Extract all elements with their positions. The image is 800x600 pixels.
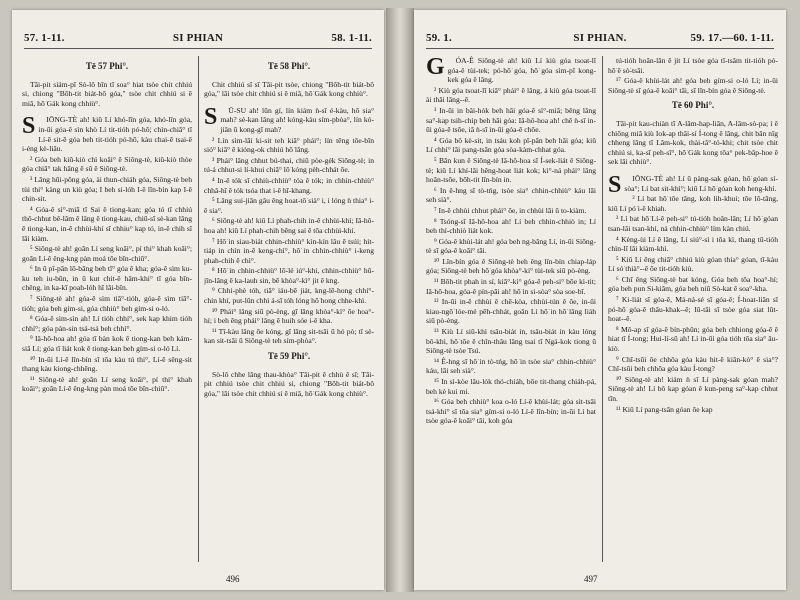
header-book-title: SI PHIAN. — [573, 32, 627, 44]
verse: ³ In-ūi in bâi-hók beh hāi góa-ê sì°-miā; bêng lâng sa°-kap tsih-chip beh hāi góa: Iâ-hô-hoa ah! chē ǹ-sī in-ūi góa-ê tsōe, iā ǹ-sī in-ūi góa-ê chōe. — [426, 105, 596, 135]
verse: ⁵ Siōng-tè ah! goān Lí seng koāi°, pí thi° khah koāi°; goān Lí-ê êng-kng pàn moá tōe bīn-chiū°. — [22, 244, 192, 263]
verse: ⁷ Ki-liát sī góa-ê, Má-ná-sé sī góa-ê; Í-hoat-liân sī pó-hō͘ góa-ê thâu-khak--ê; Iû-tāi sī tsòe góa siat lūt-hoat--ê. — [608, 295, 778, 324]
verse: ⁶ In ū pī-pān lō-bāng beh tī° góa ê kha; góa-ê sìm ku-ku teh iu-būn, in ū kut chit-ê hām-khi° tī góa bīn-chêng, in ka-kī poah-lóh hī lāi-bīn. — [22, 264, 192, 293]
verse: ⁵ Kiû Lí êng chiā° chhiú kiù góan thia° góan, tī-kàu Lí só͘ thià°--ê ōe tit-tióh kiù. — [608, 254, 778, 274]
drop-cap: S — [22, 113, 36, 140]
verse: ⁵ Lâng sui-jiân gâu êng hoat-tō͘ sià° i, i lóng ǹ thia° i-ê sia°. — [204, 196, 374, 215]
verse: IŌNG-TÈ ah! kiû Lí khó-lîn góa, khó-lîn góa, in-ūi góa-ê sìn khò Lí tit-tióh pó-hō͘; chìn-chiā° tī Lí-ê sit-ê góa beh tit-tióh pó-hō͘, kàu chai-ē tsai-ē i-éng kè-liâu. — [22, 115, 192, 154]
verse: ¹¹ Bōh-tit phah in sí, kiā°-kì° góa-ê peh-si° bōe kì-tit; Iâ-hô-hoa, góa-ê pín-pāi ah! hō͘ in si-sòa° sòa soe-bī. — [426, 277, 596, 296]
verse: ² Góa beh kiû-kiò chì koâi° ê Siōng-tè, kiû-kiò thòe góa chiâ° tak hāng ê sū ê Siōng-tè. — [22, 154, 192, 174]
chapter-heading: Tē 58 Phi°. — [267, 61, 311, 71]
verse: ³ Phái° lâng chhut bú-thai, chiū pòe-gék Siōng-tè; in tú-á chhut-si lí-khui chiā° lō͘ kóng pèh-chhát ōe. — [204, 155, 374, 175]
psalm-superscription: Tāi-pit siám-pī Sò-lô bīn tī soa° hiat tsòe chit chhiú si, chiong "Bōh-tit biát-bô góa," tsòe chit chhiú si ê miâ, hō͘ Gák kong chhiù°. — [22, 79, 192, 108]
psalm-superscription: Chit chhiú sī sī Tāi-pit tsòe, chiong "Bōh-tit biát-bô góa," lāi tsòe chit chhiú si ê miâ, hō͘ Gák kong chhiù°. — [204, 79, 374, 99]
verse: ³ Lí bat hō͘ Lí-ê peh-si° tú-tióh hoân-lān; Lí hō͘ góan tsan-lâi tsan-khì, ná chhin-chhiù° lím kàn chiú. — [608, 214, 778, 233]
verse: ⁶ In ê-hng sī tò-tńg, tsòe sia° chhin-chhiù° káu lāi seh sià°. — [426, 185, 596, 205]
verse: Ū-SU ah! lūn gí, lín kiám ǹ-sī é-kàu, hō sia° mah? sè-kan lâng ah! kóng-kàu sím-pbòa°, lín kó-jiân ū kong-gī mah? — [220, 105, 374, 134]
verse: ¹⁵ In sì-kòe lâu-lók thó-chiáh, bōe tit-thang chiáh-pá, beh kè kui mi. — [426, 377, 596, 396]
verse: ÓA-Ê Siōng-tè ah! kiû Lí kiù góa tsoat-lī góa-ê tùi-tek; pó-hō͘ góa, hō͘ góa sìm-pī kong-kek góa ê lâng. — [447, 56, 596, 85]
page-number: 497 — [584, 574, 598, 584]
column-divider — [602, 56, 603, 562]
psalm-superscription: Sò-lô chhe lâng thau-khòa° Tāi-pit ê chhù ê sî; Tāi-pit chhiú tsòe chit chhiú si, chiong "Bōh-tit biát-bô góa," lāi tsòe chit chhiú si ê miâ, hō͘ Gák kong chhiù°. — [204, 369, 374, 398]
running-header — [426, 32, 774, 49]
verse: ⁷ In-ê chhùi chhut phái° ōe, in chhùi lāi ū to-kiàm. — [434, 205, 587, 215]
left-page — [12, 10, 384, 590]
header-verse-range-right: 59. 17.—60. 1-11. — [690, 32, 774, 44]
verse: ⁹ Góa-ê khùi-lát ah! góa beh ng-bāng Lí, in-ūi Siōng-tè sī góa-ê koāi° tāi. — [426, 236, 596, 256]
verse: ⁴ Góa-ê sì°-miā tī Sai ê tiong-kan; góa tó tī chhiú thô-chhut bê-lâm ê lâng ê tiong-kau, chiū-sī sè-kan lâng ê tiong-kan, in-ê chhùi-khí sī chhiu° kap tó, in-ê chih sī lāi kiàm. — [22, 204, 192, 243]
header-verse-range-left: 59. 1. — [426, 32, 452, 44]
verse: ² Lí bat hō͘ tōe tāng, koh lih-khui; tōe lō-tāng, kiû Lí pó͘ i-ê khiah. — [608, 194, 778, 213]
verse: ⁴ In-ê tók sī chhiù-chhiù° tóa ê tók; in chhin-chhiù° chhâ-hī ê tók tsóa that i-ê hī-khang. — [204, 175, 374, 195]
verse: IŌNG-TÈ ah! Lí ū pàng-sak góan, hō͘ góan sí-sòa°; Lí bat sit-khì°; kiû Lí hō͘ góan koh heng-khí. — [624, 173, 778, 193]
verse: ⁹ Chī-tsūi ōe chhōa góa kàu hit-ê kiân-kò° ê sia°? Chī-tsūi beh chhōa góa kàu Í-tong? — [608, 354, 778, 374]
verse: ⁶ Chī êng Siōng-tè bat kóng, Góa beh tōa hoa°-hí; góa beh pun Si-kiâm, góa beh niū Sò-kat ê soa°-kha. — [608, 274, 778, 294]
verse: ¹¹ Tī-kàu lâng ōe kóng, gī lâng sit-tsāi ū hó pò; tī sè-kan sit-tsāi ū Siōng-tè teh sím-phòa°. — [204, 326, 374, 346]
book-gutter — [386, 8, 414, 592]
verse: ¹⁰ In-ūi Lí-ê lîn-bín sī tōa kàu tú thi°, Lí-ê sêng-sit thang kàu kiong-chhēng. — [22, 354, 192, 374]
verse: ¹⁷ Góa-ê khùi-lát ah! góa beh gím-si o-ló Lí; in-ūi Siōng-tè sī góa-ê koāi° tāi, sī lîn-bín góa ê Siōng-tè. — [608, 76, 778, 95]
verse: ⁴ Kèng-ùi Lí ê lâng, Lí siú°-sì i tōa kì, thang tū-tióh chìn-lî lâi kiàm-khì. — [608, 234, 778, 254]
text-column — [608, 56, 778, 415]
verse: ⁵ Bān kun ê Siōng-tè Iâ-hô-hoa sī Í-sek-liát ê Siōng-tè; kiû Lí khí-lâi hêng-hoat liát kok; kì°-ná phái° lâng hoān-tsōe, bōh-tit lîn-bín in. — [426, 155, 596, 185]
text-column — [22, 56, 192, 395]
verse: ⁷ Siōng-tè ah! góa-ê sìm tiā°-tióh, góa-ê sìm tiā°-tióh; góa beh gím-si, góa chhiù° beh gím-si o-ló. — [22, 294, 192, 313]
header-book-title: SI PHIAN — [172, 32, 224, 44]
verse: ⁸ Góa-ê sìm-sìn ah! Lí tióh chhí°, sek kap khim tióh chhí°; góa pán-sin tsá-tsá beh chhí°. — [22, 314, 192, 333]
drop-cap: G — [426, 56, 445, 80]
verse: ² Lín sìm-lāi ki-sit teh kiā° phái°; lín têng tōe-bīn sió° kiā° ê kióng-ok chhiú hō͘ lâng. — [204, 135, 374, 155]
verse: ¹¹ Siōng-tè ah! goān Lí seng koāi°, pí thi° khah koāi°; goān Lí-ê êng-kng pàn moá tōe bīn-chiū°. — [22, 374, 192, 394]
drop-cap: S — [204, 103, 218, 130]
verse: ¹⁰ Siōng-tè ah! kiám ǹ sī Lí pàng-sak góan mah? Siōng-tè ah! Lí bô kap góan ê kun-peng sa°-kap chhut tīn. — [608, 374, 778, 403]
verse: ¹⁰ Lîn-bín góa ê Siōng-tè beh êng lîn-bín chiap-láp góa; Siōng-tè beh hō͘ góa khòa°-ki° tùi-tek siū pò-èng. — [426, 256, 596, 276]
text-column — [426, 56, 596, 427]
verse: ³ Lâng hūi-pông góa, ài thun-chiáh góa, Siōng-tè beh tùi thi° kàng un kiù góa; I beh si-lóh I-ê lîn-bín kap I-ê chin-sit. — [22, 174, 192, 204]
drop-cap: S — [608, 171, 622, 198]
verse: ¹⁰ Phái° lâng siū pò-èng, gī lâng khòa°-kì° ōe hoa°-hí; i beh êng phái° lâng ê huih sóe i-ê kha. — [204, 306, 374, 326]
psalm-superscription: Tāi-pit kau-chiàn tī A-lâm-hap-liân, A-lâm-sò-pa; í ê chiōng miā kiù Iok-ap thâi-sí Í-tong ê lâng, chit bān nīg chheng lâng tī Lâm-kok, thài-tâ°-tó-khi; chit tsòe chit chhiú si, ka-sī peh-sî°, hō͘ Gák kong tōa° pek-bâp-hoe ê sek lâi chhiù°. — [608, 118, 778, 167]
verse: ¹⁴ Ê-hng sī hō͘ in tò-tńg, hō͘ in tsòe sia° chhin-chhiù° káu, lāi seh sià°. — [426, 356, 596, 376]
chapter-heading: Tē 60 Phi°. — [671, 100, 715, 111]
verse: ⁹ Iâ-hô-hoa ah! góa tī bàn kok ê tiong-kan beh kám-siā Lí; góa tī liát kok ê tiong-kan beh gím-si o-ló Lí. — [22, 334, 192, 354]
verse: ⁸ Mô-ap sī góa-ê bín-phûn; góa beh chhiong góa-ê ê hiat tī Í-tong; Hui-lí-sū ah! Lí in-ūi góa tióh tōa sia° âu-kiò. — [608, 324, 778, 354]
verse: tú-tióh hoân-lān ê jít Lí tsòe góa tī-tsâm tit-tióh pó-hō͘ ê sò͘-tsāi. — [608, 56, 778, 75]
verse: ⁷ Hō͘ in siau-biát chhin-chhiù° kìn-kín lâu ê tsúi; hit-tiáp in chìn in-ê keng-chì°, hō͘ in chhin-chhiù° i-keng phah-chih ê chì°. — [204, 236, 374, 265]
verse: ² Kiù góa tsoat-lī kiā° phái° ê lâng, á kiù góa tsoat-lī ài thâi lâng--ê. — [426, 85, 596, 105]
verse: ⁹ Chhi-phè tóh, tiā° iáu-bē jiát, kng-lê-hong chhí°-chin khí, put-lūn chhì á-sī tóh lóng hō͘ hong chhe-khì. — [204, 286, 374, 306]
verse: ¹³ Kiù Lí siū-khì tsâu-biát in, tsâu-biát in kàu lóng bô-khì, hō͘ tōe ê chîn-thâu lâng tsai tī Ngá-kok tiong ū Siōng-tè tsòe Tsú. — [426, 327, 596, 356]
text-column — [204, 56, 374, 405]
verse: ⁴ Góa bô kè-sit, in tsáu koh pī-pān beh hāi góa; kiû Lí chhí° lāi pang-tsān góa sòa-kàm-chhat góa. — [426, 135, 596, 155]
verse: ⁸ Hō͘ in chhin-chhiù° lō͘-lé iú°-khi, chhin-chhiù° hū-jîn-lâng ê ka-lauh sin, bē khòa°-kì° jit ê kng. — [204, 266, 374, 285]
verse: ¹² In-ūi in-ê chhùi ê chē-kòa, chhùi-tún ê ōe, in-ūi kiau-ngō͘ lóe-mé pēh-chhát, goān Lí hō͘ in hō͘ lâng liáh siū pò-èng. — [426, 297, 596, 326]
verse: ⁶ Siōng-tè ah! kiû Lí phah-chih in-ê chhùi-khí; Iâ-hô-hoa ah! kiû Lí phah-chih bêng sai ê tōa chhùi-khí. — [204, 216, 374, 235]
header-verse-range-left: 57. 1-11. — [24, 32, 65, 44]
verse: ¹⁶ Góa beh chhiù° koa o-ló Lí-ê khùi-lát; góa sit-tsāi tsá-khí° sī tōa sia° gím-si o-ló Lí-ê lîn-bín; in-ūi Lí bat tsòe góa-ê koāi° tāi, koh góa — [426, 397, 596, 426]
page-number: 496 — [226, 574, 240, 584]
chapter-heading: Tē 59 Phi°. — [267, 351, 311, 362]
header-verse-range-right: 58. 1-11. — [331, 32, 372, 44]
chapter-heading: Tē 57 Phi°. — [85, 61, 129, 71]
column-divider — [198, 56, 199, 562]
running-header — [24, 32, 372, 49]
verse: ⁸ Tsóng-sī Iâ-hô-hoa ah! Lí beh chhin-chhiò in; Lí beh thí-chhiò liát kok. — [426, 216, 596, 236]
verse: ¹¹ Kiû Lí pang-tsān góan ōe kap — [616, 404, 713, 414]
right-page — [414, 10, 786, 590]
